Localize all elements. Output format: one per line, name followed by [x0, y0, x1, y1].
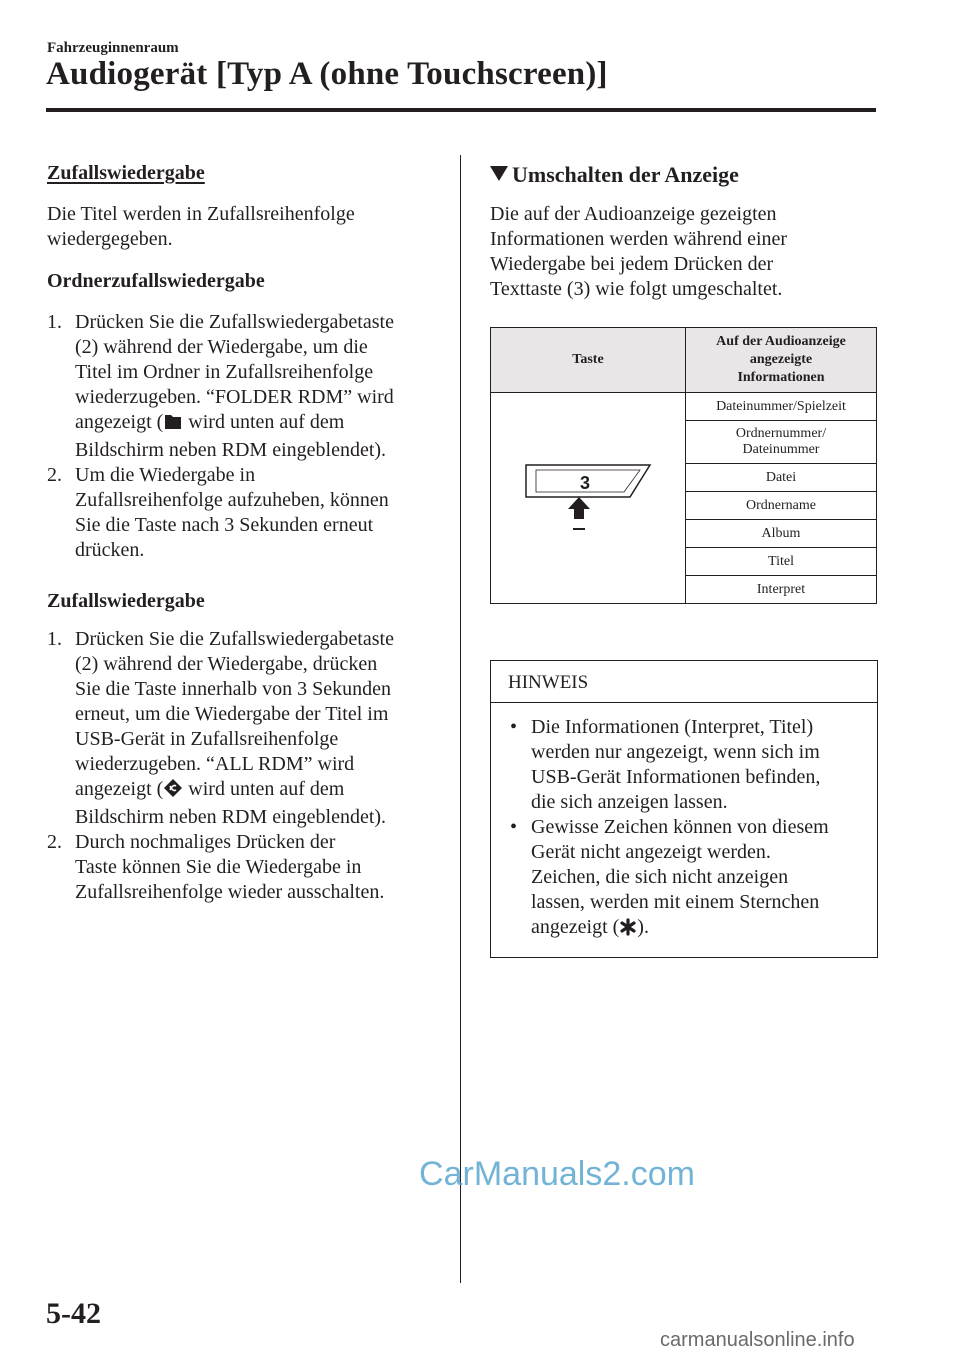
watermark-logo: CarManuals2.com: [419, 1155, 695, 1193]
folder-icon: [163, 411, 183, 438]
list-item: 1. Drücken Sie die Zufallswiedergabetaste (2) während der Wiedergabe, drücken Sie die Taste innerhalb von 3 Sekunden erneut, um die Wiedergabe der Titel im USB-Gerät in Zufallsreihenfolge wiederzugeben. “ALL RDM” wird angezeigt ( wird unten auf dem Bildschirm neben RDM eingeblendet).: [47, 628, 394, 828]
page-title: Audiogerät [Typ A (ohne Touchscreen)]: [46, 56, 608, 92]
text-button-illustration: [491, 393, 686, 604]
table-cell: Titel: [686, 548, 877, 576]
list-item: 2. Durch nochmaliges Drücken der Taste können Sie die Wiedergabe in Zufallsreihenfolge wieder ausschalten.: [47, 831, 385, 903]
button-number-label: 3: [580, 473, 591, 493]
table-cell: Ordnernummer/ Dateinummer: [686, 421, 877, 464]
site-watermark: carmanualsonline.info: [660, 1329, 855, 1351]
section-label: Fahrzeuginnenraum: [47, 40, 179, 56]
note-header: [491, 661, 877, 703]
list-item: • Gewisse Zeichen können von diesem Gerät nicht angezeigt werden. Zeichen, die sich nicht anzeigen lassen, werden mit einem Sternchen angezeigt ( ).: [491, 815, 871, 943]
folder-random-heading: Ordnerzufallswiedergabe: [47, 270, 265, 292]
table-cell: Datei: [686, 464, 877, 492]
page-number: 5-42: [46, 1297, 101, 1330]
random-playback-heading: Zufallswiedergabe: [47, 162, 205, 184]
table-cell: Album: [686, 520, 877, 548]
table-cell: Interpret: [686, 576, 877, 604]
folder-random-steps: [47, 310, 447, 563]
asterisk-icon: [619, 918, 637, 943]
title-rule: [46, 108, 876, 112]
note-list: [491, 715, 871, 943]
table-header-taste: Taste: [491, 328, 686, 393]
display-info-table: [490, 327, 877, 604]
table-cell: Dateinummer/Spielzeit: [686, 393, 877, 421]
switch-display-intro: Die auf der Audioanzeige gezeigten Informationen werden während einer Wiedergabe bei jedem Drücken der Texttaste (3) wie folgt umgeschaltet.: [490, 203, 788, 300]
note-box: [490, 660, 878, 958]
random-all-icon: [163, 778, 183, 805]
column-divider: [460, 155, 461, 1283]
note-title: HINWEIS: [508, 672, 589, 693]
list-item: 1. Drücken Sie die Zufallswiedergabetaste (2) während der Wiedergabe, um die Titel im Ordner in Zufallsreihenfolge wiederzugeben. “FOLDER RDM” wird angezeigt ( wird unten auf dem Bildschirm neben RDM eingeblendet).: [47, 311, 394, 461]
random-playback-intro: Die Titel werden in Zufallsreihenfolge wiedergegeben.: [47, 203, 355, 250]
all-random-heading: Zufallswiedergabe: [47, 590, 205, 612]
switch-display-heading: Umschalten der Anzeige: [490, 162, 739, 188]
all-random-steps: [47, 627, 447, 905]
list-item: 2. Um die Wiedergabe in Zufallsreihenfolge aufzuheben, können Sie die Taste nach 3 Sekunden erneut drücken.: [47, 464, 389, 561]
table-header-info: Auf der Audioanzeige angezeigte Informationen: [686, 328, 877, 393]
list-item: • Die Informationen (Interpret, Titel) werden nur angezeigt, wenn sich im USB-Gerät Informationen befinden, die sich anzeigen lassen.: [510, 716, 821, 813]
table-cell: Ordnername: [686, 492, 877, 520]
triangle-marker-icon: [490, 166, 508, 181]
